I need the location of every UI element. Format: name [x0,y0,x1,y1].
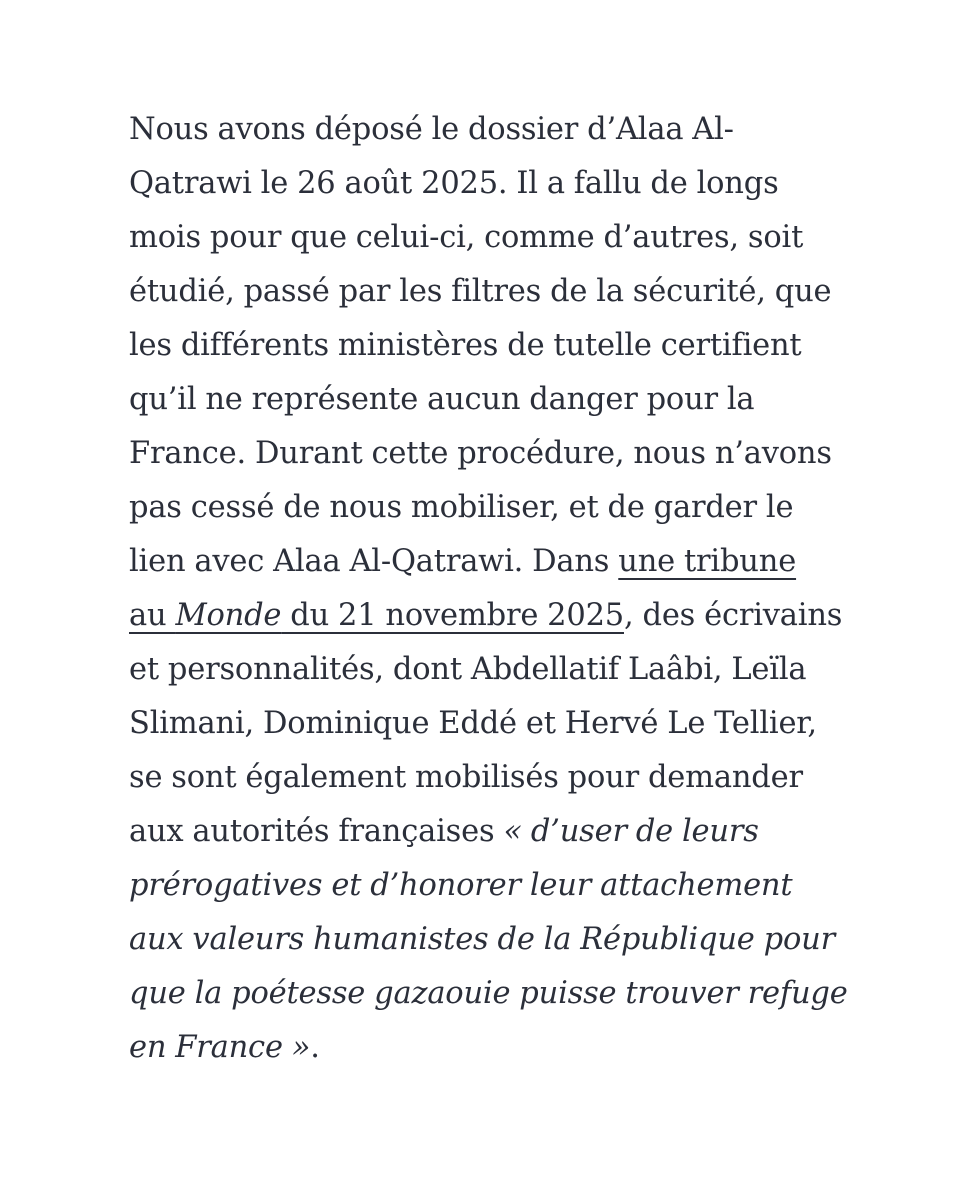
text-line: mois pour que celui-ci, comme d’autres, soit [129,220,804,255]
quote-text: en France » [129,1030,311,1065]
link-text: au [129,598,176,633]
text-line: pas cessé de nous mobiliser, et de garder le [129,490,794,525]
text-segment: lien avec Alaa Al-Qatrawi. Dans [129,544,619,579]
text-line [129,589,869,643]
newspaper-title: Monde [175,598,282,633]
tribune-link[interactable]: une tribune [618,544,797,579]
text-line: France. Durant cette procédure, nous n’avons [129,436,832,471]
article-paragraph [129,103,869,1075]
link-text: du 21 novembre 2025 [281,598,624,633]
quote-text: « d’user de leurs [503,814,759,849]
text-line [129,805,869,859]
text-line: les différents ministères de tutelle certifient [129,328,802,363]
text-line: qu’il ne représente aucun danger pour la [129,382,755,417]
quote-line: aux valeurs humanistes de la République pour [129,922,835,957]
text-line: se sont également mobilisés pour demander [129,760,803,795]
tribune-link-continued[interactable] [129,598,624,633]
text-line [129,535,869,589]
text-line: Qatrawi le 26 août 2025. Il a fallu de longs [129,166,779,201]
text-line [129,1021,869,1075]
text-line: et personnalités, dont Abdellatif Laâbi, Leïla [129,652,807,687]
quote-line: prérogatives et d’honorer leur attachement [129,868,793,903]
text-segment: , des écrivains [624,598,843,633]
quote-line: que la poétesse gazaouie puisse trouver refuge [129,976,848,1011]
text-segment: aux autorités françaises [129,814,504,849]
text-line: étudié, passé par les filtres de la sécurité, que [129,274,832,309]
closing-punctuation: . [310,1030,320,1065]
text-line: Slimani, Dominique Eddé et Hervé Le Tellier, [129,706,817,741]
text-line: Nous avons déposé le dossier d’Alaa Al- [129,112,734,147]
